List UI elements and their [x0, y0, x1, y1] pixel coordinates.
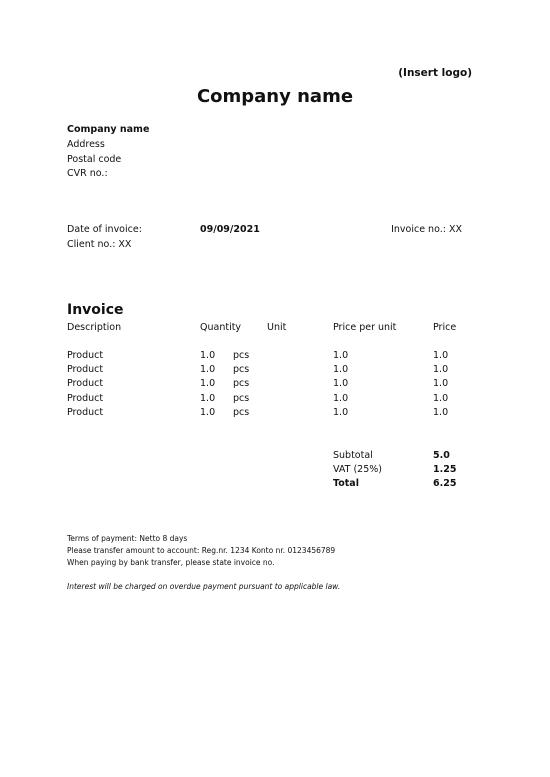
row-quantity: 1.0 — [200, 393, 216, 404]
column-header-price: Price — [433, 322, 457, 333]
client-number: Client no.: XX — [67, 239, 132, 250]
date-label: Date of invoice: — [67, 224, 142, 235]
row-price-per-unit: 1.0 — [333, 350, 349, 361]
row-price-per-unit: 1.0 — [333, 364, 349, 375]
row-price: 1.0 — [433, 378, 449, 389]
date-value: 09/09/2021 — [200, 224, 260, 235]
row-unit: pcs — [233, 350, 250, 361]
total-label: Total — [333, 478, 359, 489]
vat-value: 1.25 — [433, 464, 457, 475]
row-description: Product — [67, 350, 104, 361]
row-price: 1.0 — [433, 407, 449, 418]
column-header-quantity: Quantity — [200, 322, 242, 333]
row-unit: pcs — [233, 393, 250, 404]
row-quantity: 1.0 — [200, 364, 216, 375]
row-quantity: 1.0 — [200, 350, 216, 361]
vat-label: VAT (25%) — [333, 464, 383, 475]
company-postal-code: Postal code — [67, 154, 122, 165]
row-description: Product — [67, 364, 104, 375]
row-price-per-unit: 1.0 — [333, 407, 349, 418]
subtotal-value: 5.0 — [433, 450, 450, 461]
row-unit: pcs — [233, 364, 250, 375]
subtotal-label: Subtotal — [333, 450, 373, 461]
column-header-description: Description — [67, 322, 122, 333]
row-price-per-unit: 1.0 — [333, 378, 349, 389]
row-unit: pcs — [233, 378, 250, 389]
row-unit: pcs — [233, 407, 250, 418]
row-description: Product — [67, 393, 104, 404]
invoice-heading: Invoice — [67, 302, 124, 318]
column-header-unit: Unit — [267, 322, 287, 333]
logo-placeholder: (Insert logo) — [398, 67, 472, 79]
company-title: Company name — [196, 86, 354, 107]
company-cvr: CVR no.: — [67, 168, 108, 179]
row-price: 1.0 — [433, 364, 449, 375]
row-description: Product — [67, 378, 104, 389]
transfer-instructions: Please transfer amount to account: Reg.nr. 1234 Konto nr. 0123456789 — [67, 546, 336, 555]
column-header-price-per-unit: Price per unit — [333, 322, 397, 333]
row-quantity: 1.0 — [200, 407, 216, 418]
row-price: 1.0 — [433, 350, 449, 361]
row-description: Product — [67, 407, 104, 418]
company-address: Address — [67, 139, 105, 150]
company-name: Company name — [67, 124, 150, 135]
invoice-number: Invoice no.: XX — [391, 224, 462, 235]
payment-terms: Terms of payment: Netto 8 days — [67, 534, 188, 543]
state-invoice-note: When paying by bank transfer, please state invoice no. — [67, 558, 275, 567]
row-price: 1.0 — [433, 393, 449, 404]
interest-note: Interest will be charged on overdue payment pursuant to applicable law. — [67, 582, 341, 591]
row-price-per-unit: 1.0 — [333, 393, 349, 404]
row-quantity: 1.0 — [200, 378, 216, 389]
total-value: 6.25 — [433, 478, 457, 489]
